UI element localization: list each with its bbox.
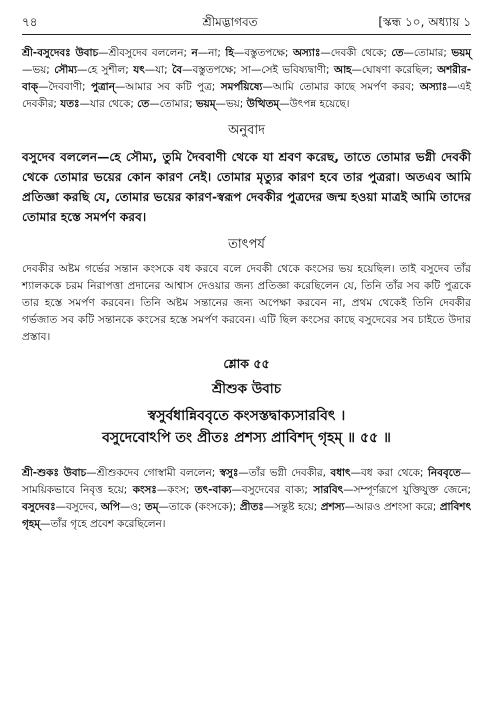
synonym-term: ভয়ম্: [195, 98, 216, 110]
synonym-term: ন: [191, 47, 198, 59]
synonym-term: সমর্পয়িষ্যে: [220, 81, 263, 93]
sanskrit-verse: [22, 405, 471, 449]
synonym-meaning: —শ্রীবসুদেব বললেন;: [98, 47, 192, 59]
synonym-term: যতঃ: [60, 98, 80, 110]
synonyms-paragraph: [22, 45, 471, 113]
synonym-term: সারবিৎ: [313, 484, 344, 496]
verse-number: শ্লোক ৫৫: [223, 356, 270, 371]
synonym-meaning: —শ্রীশুকদেব গোস্বামী বললেন;: [86, 467, 220, 479]
synonym-meaning: —সম্পূর্ণরূপে যুক্তিযুক্ত জেনে;: [343, 484, 471, 496]
chapter-reference: [স্কন্ধ ১০, অধ্যায় ১: [378, 15, 471, 29]
synonym-term: অশরীর-বাক্: [22, 64, 472, 93]
synonym-meaning: —বসুদেবের বাক্য;: [231, 484, 314, 496]
synonym-term: তম্: [144, 501, 159, 513]
synonym-meaning: —তাঁর গৃহে প্রবেশ করেছিলেন।: [40, 518, 166, 530]
synonym-meaning: —সন্তুষ্ট হয়ে;: [263, 501, 321, 513]
synonym-term: বৈ: [172, 64, 183, 76]
synonym-term: হি: [225, 47, 234, 59]
synonym-term: শ্রী-শুকঃ উবাচ: [22, 467, 87, 479]
synonym-term: সৌম্য: [54, 64, 78, 76]
synonyms-paragraph-2: [22, 465, 471, 533]
synonym-term: কংসঃ: [132, 484, 157, 496]
synonym-meaning: —ঘোষণা করেছিল;: [351, 64, 438, 76]
translation-text: বসুদেব বললেন—হে সৌম্য, তুমি দৈববাণী থেকে যা শ্রবণ করেছ, তাতে তোমার ভগ্নী দেবকী থেকে তোমার ভয়ের কোন কারণ নেই। তোমার মৃত্যুর কারণ হবে তার পুত্ররা। অতএব আমি প্রতিজ্ঞা করছি যে, তোমার ভয়ের কারণ-স্বরূপ দেবকীর পুত্রদের জন্ম হওয়া মাত্রই আমি তাদের তোমার হস্তে সমর্পণ করব।: [22, 150, 471, 224]
synonym-term: বসুদেবঃ: [22, 501, 56, 513]
synonym-term: প্রীতঃ: [239, 501, 264, 513]
purport-heading: তাৎপর্য: [228, 237, 265, 252]
page-number: ৭৪: [22, 15, 38, 29]
synonym-term: প্রশস্য: [320, 501, 345, 513]
synonym-meaning: —না;: [197, 47, 226, 59]
synonym-meaning: —দেবকী থেকে;: [320, 47, 392, 59]
synonym-meaning: —তাকে (কংসকে);: [158, 501, 240, 513]
synonym-meaning: —কংস;: [156, 484, 195, 496]
synonym-meaning: —ভয়;: [22, 64, 55, 76]
synonym-meaning: —যার থেকে;: [79, 98, 138, 110]
synonym-meaning: —তোমার;: [403, 47, 452, 59]
synonym-term: প্রাবিশৎ গৃহম্: [22, 501, 471, 530]
synonym-meaning: —আরও প্রশংসা করে;: [344, 501, 440, 513]
synonym-meaning: —তোমার;: [149, 98, 196, 110]
synonym-term: যৎ: [133, 64, 145, 76]
synonym-term: আহ: [333, 64, 352, 76]
synonym-meaning: —ভয়;: [215, 98, 247, 110]
synonym-term: ভয়ম্: [451, 47, 471, 59]
synonym-meaning: —বস্তুতপক্ষে; সা—সেই ভবিষ্যদ্বাণী;: [182, 64, 334, 76]
synonym-meaning: —বধ করা থেকে;: [350, 467, 428, 479]
synonym-meaning: —আমি তোমার কাছে সমর্পণ করব;: [262, 81, 420, 93]
synonym-term: নিববৃতে: [427, 467, 461, 479]
verse-speaker: শ্রীশুক উবাচ: [211, 381, 282, 397]
synonym-meaning: —দৈববাণী;: [38, 81, 91, 93]
synonym-term: পুত্রান্: [91, 81, 115, 93]
sanskrit-line-1: স্বসুর্বধান্নিববৃতে কংসস্তদ্বাক্যসারবিৎ ।: [147, 408, 346, 424]
sanskrit-line-2: বসুদেবোঽপি তং প্রীতঃ প্রশস্য প্রাবিশদ্ গৃহম্ ॥ ৫৫ ॥: [102, 430, 391, 446]
synonym-term: তে: [137, 98, 150, 110]
synonym-term: স্বসুঃ: [219, 467, 239, 479]
translation-heading: অনুবাদ: [228, 123, 265, 138]
synonym-term: তে: [391, 47, 404, 59]
synonym-meaning: —এই দেবকীর;: [22, 81, 471, 110]
synonym-term: উত্থিতম্: [246, 98, 280, 110]
synonym-term: তৎ-বাক্য: [194, 484, 232, 496]
synonym-term: বধাৎ: [330, 467, 351, 479]
synonym-meaning: —বসুদেব,: [55, 501, 101, 513]
synonym-term: শ্রী-বসুদেবঃ উবাচ: [22, 47, 99, 59]
synonym-meaning: —ও;: [119, 501, 145, 513]
synonym-meaning: —যা;: [144, 64, 173, 76]
synonym-term: অস্যাঃ: [292, 47, 321, 59]
synonym-meaning: —তাঁর ভগ্নী দেবকীর,: [238, 467, 331, 479]
synonym-meaning: —হে সুশীল;: [77, 64, 134, 76]
synonym-term: অস্যাঃ: [419, 81, 448, 93]
running-header: [22, 14, 471, 35]
purport-text: দেবকীর অষ্টম গর্ভের সন্তান কংসকে বধ করবে বলে দেবকী থেকে কংসের ভয় হয়েছিল। তাই বসুদেব তাঁর শ্যালককে চরম নিরাপত্তা প্রদানের আশ্বাস দেওয়ার জন্য প্রতিজ্ঞা করেছিলেন যে, তিনি তাঁর সব কটি পুত্রকে তার হস্তে সমর্পণ করবেন। তিনি অষ্টম সন্তানের জন্য অপেক্ষা করবেন না, প্রথম থেকেই তিনি দেবকীর গর্ভজাত সব কটি সন্তানকে কংসের হস্তে সমর্পণ করবেন। এটি ছিল কংসের কাছে বসুদেবের সব চাইতে উদার প্রস্তাব।: [22, 263, 471, 343]
synonym-term: অপি: [100, 501, 120, 513]
synonym-meaning: —বস্তুতপক্ষে;: [233, 47, 293, 59]
book-title: শ্রীমদ্ভাগবত: [202, 15, 258, 29]
synonym-meaning: —আমার সব কটি পুত্র;: [114, 81, 221, 93]
synonym-meaning: —সাময়িকভাবে নিবৃত্ত হয়ে;: [22, 467, 472, 496]
synonym-meaning: —উৎপন্ন হয়েছে।: [279, 98, 350, 110]
